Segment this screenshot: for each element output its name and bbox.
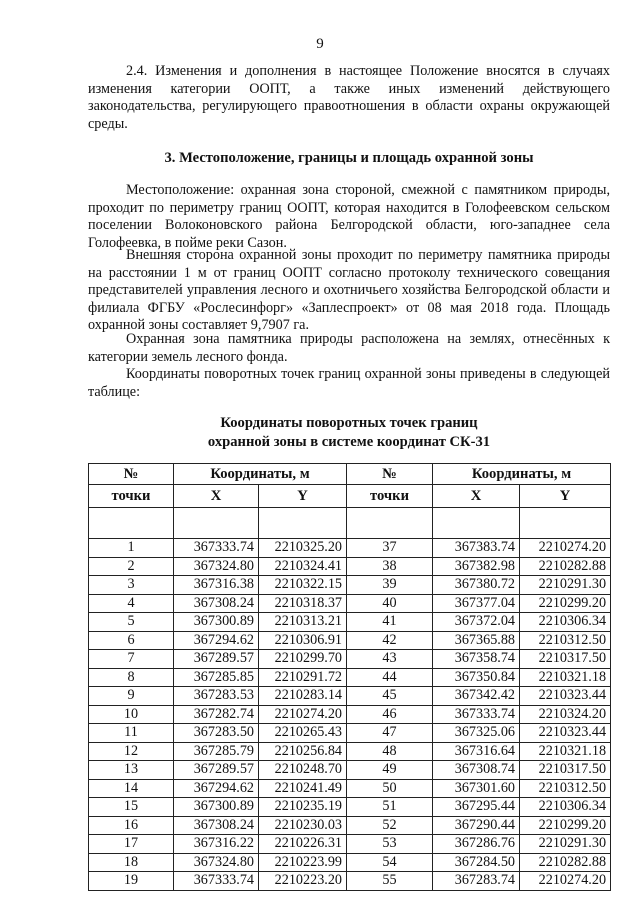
table-row — [89, 650, 611, 669]
x-coordinate-right: 367383.74 — [433, 539, 520, 558]
x-coordinate-right: 367308.74 — [433, 761, 520, 780]
point-number-left: 16 — [89, 816, 174, 835]
x-coordinate-right: 367286.76 — [433, 835, 520, 854]
x-coordinate-right: 367365.88 — [433, 631, 520, 650]
y-coordinate-left: 2210274.20 — [259, 705, 347, 724]
y-coordinate-left: 2210325.20 — [259, 539, 347, 558]
y-coordinate-right: 2210291.30 — [520, 835, 611, 854]
table-row — [89, 779, 611, 798]
y-coordinate-left: 2210235.19 — [259, 798, 347, 817]
x-coordinate-left: 367324.80 — [174, 853, 259, 872]
point-number-right: 49 — [347, 761, 433, 780]
x-coordinate-left: 367289.57 — [174, 761, 259, 780]
table-row — [89, 724, 611, 743]
table-body — [89, 508, 611, 891]
paragraph-forest-category: Охранная зона памятника природы расположена на землях, отнесённых к категории земель лесного фонда. — [88, 331, 610, 365]
x-coordinate-right: 367380.72 — [433, 576, 520, 595]
point-number-right: 46 — [347, 705, 433, 724]
y-coordinate-left: 2210306.91 — [259, 631, 347, 650]
x-coordinate-left: 367283.53 — [174, 687, 259, 706]
x-coordinate-right: 367377.04 — [433, 594, 520, 613]
spacer-cell — [89, 508, 174, 539]
y-coordinate-left: 2210256.84 — [259, 742, 347, 761]
table-title — [88, 414, 610, 452]
header-point-left: точки — [89, 485, 174, 508]
table-title-line1: Координаты поворотных точек границ — [220, 415, 478, 431]
header-y-left: Y — [259, 485, 347, 508]
y-coordinate-right: 2210317.50 — [520, 761, 611, 780]
point-number-left: 10 — [89, 705, 174, 724]
table-row — [89, 631, 611, 650]
section-heading: 3. Местоположение, границы и площадь охранной зоны — [164, 150, 534, 166]
table-row — [89, 557, 611, 576]
y-coordinate-right: 2210312.50 — [520, 631, 611, 650]
x-coordinate-left: 367300.89 — [174, 613, 259, 632]
spacer-cell — [433, 508, 520, 539]
table-row — [89, 835, 611, 854]
table-row — [89, 816, 611, 835]
point-number-right: 39 — [347, 576, 433, 595]
y-coordinate-right: 2210321.18 — [520, 742, 611, 761]
point-number-left: 3 — [89, 576, 174, 595]
point-number-left: 6 — [89, 631, 174, 650]
table-row — [89, 853, 611, 872]
x-coordinate-left: 367308.24 — [174, 594, 259, 613]
point-number-right: 38 — [347, 557, 433, 576]
y-coordinate-right: 2210274.20 — [520, 872, 611, 891]
point-number-right: 41 — [347, 613, 433, 632]
y-coordinate-left: 2210226.31 — [259, 835, 347, 854]
table-title-line2: охранной зоны в системе координат СК-31 — [207, 434, 491, 450]
point-number-right: 50 — [347, 779, 433, 798]
spacer-cell — [174, 508, 259, 539]
x-coordinate-right: 367382.98 — [433, 557, 520, 576]
point-number-left: 13 — [89, 761, 174, 780]
table-header-row — [89, 464, 611, 485]
x-coordinate-right: 367295.44 — [433, 798, 520, 817]
x-coordinate-right: 367301.60 — [433, 779, 520, 798]
y-coordinate-right: 2210282.88 — [520, 853, 611, 872]
y-coordinate-right: 2210321.18 — [520, 668, 611, 687]
x-coordinate-left: 367316.38 — [174, 576, 259, 595]
header-x-right: X — [433, 485, 520, 508]
point-number-left: 12 — [89, 742, 174, 761]
point-number-right: 53 — [347, 835, 433, 854]
x-coordinate-left: 367324.80 — [174, 557, 259, 576]
y-coordinate-left: 2210265.43 — [259, 724, 347, 743]
y-coordinate-left: 2210230.03 — [259, 816, 347, 835]
point-number-left: 2 — [89, 557, 174, 576]
point-number-left: 9 — [89, 687, 174, 706]
x-coordinate-right: 367284.50 — [433, 853, 520, 872]
x-coordinate-right: 367342.42 — [433, 687, 520, 706]
x-coordinate-right: 367358.74 — [433, 650, 520, 669]
y-coordinate-right: 2210274.20 — [520, 539, 611, 558]
point-number-right: 54 — [347, 853, 433, 872]
page-number: 9 — [316, 36, 324, 52]
point-number-right: 51 — [347, 798, 433, 817]
header-y-right: Y — [520, 485, 611, 508]
table-row — [89, 668, 611, 687]
x-coordinate-left: 367282.74 — [174, 705, 259, 724]
table-row — [89, 539, 611, 558]
coordinates-table — [88, 463, 611, 891]
x-coordinate-right: 367372.04 — [433, 613, 520, 632]
y-coordinate-right: 2210299.20 — [520, 594, 611, 613]
x-coordinate-left: 367308.24 — [174, 816, 259, 835]
point-number-right: 43 — [347, 650, 433, 669]
x-coordinate-right: 367290.44 — [433, 816, 520, 835]
y-coordinate-right: 2210306.34 — [520, 613, 611, 632]
point-number-left: 17 — [89, 835, 174, 854]
y-coordinate-right: 2210306.34 — [520, 798, 611, 817]
table-row — [89, 576, 611, 595]
x-coordinate-left: 367283.50 — [174, 724, 259, 743]
paragraph-outer-boundary: Внешняя сторона охранной зоны проходит по периметру памятника природы на расстоянии 1 м от границ ООПТ согласно протоколу технического совещания представителей управления лесного и охотничьего хозяйства Белгородской области и филиала ФГБУ «Рослесинфорг» «Заплеспроект» от 08 мая 2018 года. Площадь охранной зоны составляет 9,7907 га. — [88, 247, 610, 333]
point-number-right: 55 — [347, 872, 433, 891]
spacer-cell — [259, 508, 347, 539]
y-coordinate-left: 2210322.15 — [259, 576, 347, 595]
table-row — [89, 705, 611, 724]
table-spacer-row — [89, 508, 611, 539]
header-num-left: № — [89, 464, 174, 485]
table-row — [89, 742, 611, 761]
x-coordinate-left: 367289.57 — [174, 650, 259, 669]
x-coordinate-left: 367300.89 — [174, 798, 259, 817]
x-coordinate-right: 367350.84 — [433, 668, 520, 687]
point-number-left: 14 — [89, 779, 174, 798]
x-coordinate-right: 367316.64 — [433, 742, 520, 761]
y-coordinate-left: 2210313.21 — [259, 613, 347, 632]
point-number-right: 37 — [347, 539, 433, 558]
point-number-left: 1 — [89, 539, 174, 558]
table-row — [89, 687, 611, 706]
y-coordinate-left: 2210241.49 — [259, 779, 347, 798]
x-coordinate-left: 367333.74 — [174, 539, 259, 558]
y-coordinate-left: 2210318.37 — [259, 594, 347, 613]
point-number-right: 45 — [347, 687, 433, 706]
x-coordinate-right: 367283.74 — [433, 872, 520, 891]
y-coordinate-left: 2210324.41 — [259, 557, 347, 576]
x-coordinate-left: 367294.62 — [174, 779, 259, 798]
x-coordinate-left: 367285.85 — [174, 668, 259, 687]
point-number-left: 5 — [89, 613, 174, 632]
y-coordinate-right: 2210324.20 — [520, 705, 611, 724]
paragraph-coords-intro: Координаты поворотных точек границ охранной зоны приведены в следующей таблице: — [88, 366, 610, 400]
point-number-left: 15 — [89, 798, 174, 817]
x-coordinate-left: 367316.22 — [174, 835, 259, 854]
y-coordinate-left: 2210299.70 — [259, 650, 347, 669]
x-coordinate-right: 367333.74 — [433, 705, 520, 724]
table-row — [89, 594, 611, 613]
point-number-right: 48 — [347, 742, 433, 761]
point-number-right: 52 — [347, 816, 433, 835]
table-row — [89, 761, 611, 780]
header-point-right: точки — [347, 485, 433, 508]
x-coordinate-left: 367294.62 — [174, 631, 259, 650]
spacer-cell — [520, 508, 611, 539]
point-number-right: 47 — [347, 724, 433, 743]
table-row — [89, 872, 611, 891]
y-coordinate-left: 2210223.20 — [259, 872, 347, 891]
point-number-right: 42 — [347, 631, 433, 650]
point-number-left: 19 — [89, 872, 174, 891]
paragraph-location: Местоположение: охранная зона стороной, смежной с памятником природы, проходит по периметру границ ООПТ, которая находится в Голофеевском сельском поселении Волоконовского района Белгородской области, юго-западнее села Голофеевка, в пойме реки Сазон. — [88, 182, 610, 251]
header-num-right: № — [347, 464, 433, 485]
y-coordinate-right: 2210312.50 — [520, 779, 611, 798]
header-x-left: X — [174, 485, 259, 508]
paragraph-changes: 2.4. Изменения и дополнения в настоящее Положение вносятся в случаях изменения категории ООПТ, а также иных изменений действующего законодательства, регулирующего правоотношения в области охраны окружающей среды. — [88, 63, 610, 132]
y-coordinate-right: 2210299.20 — [520, 816, 611, 835]
point-number-left: 4 — [89, 594, 174, 613]
point-number-right: 40 — [347, 594, 433, 613]
x-coordinate-left: 367333.74 — [174, 872, 259, 891]
table-row — [89, 613, 611, 632]
point-number-left: 11 — [89, 724, 174, 743]
x-coordinate-left: 367285.79 — [174, 742, 259, 761]
table-row — [89, 798, 611, 817]
y-coordinate-right: 2210323.44 — [520, 687, 611, 706]
y-coordinate-left: 2210291.72 — [259, 668, 347, 687]
y-coordinate-right: 2210291.30 — [520, 576, 611, 595]
y-coordinate-right: 2210317.50 — [520, 650, 611, 669]
point-number-left: 7 — [89, 650, 174, 669]
y-coordinate-right: 2210282.88 — [520, 557, 611, 576]
table-subheader-row — [89, 485, 611, 508]
spacer-cell — [347, 508, 433, 539]
y-coordinate-left: 2210283.14 — [259, 687, 347, 706]
point-number-left: 18 — [89, 853, 174, 872]
y-coordinate-left: 2210248.70 — [259, 761, 347, 780]
point-number-right: 44 — [347, 668, 433, 687]
x-coordinate-right: 367325.06 — [433, 724, 520, 743]
y-coordinate-right: 2210323.44 — [520, 724, 611, 743]
header-coords-right: Координаты, м — [433, 464, 611, 485]
point-number-left: 8 — [89, 668, 174, 687]
header-coords-left: Координаты, м — [174, 464, 347, 485]
y-coordinate-left: 2210223.99 — [259, 853, 347, 872]
